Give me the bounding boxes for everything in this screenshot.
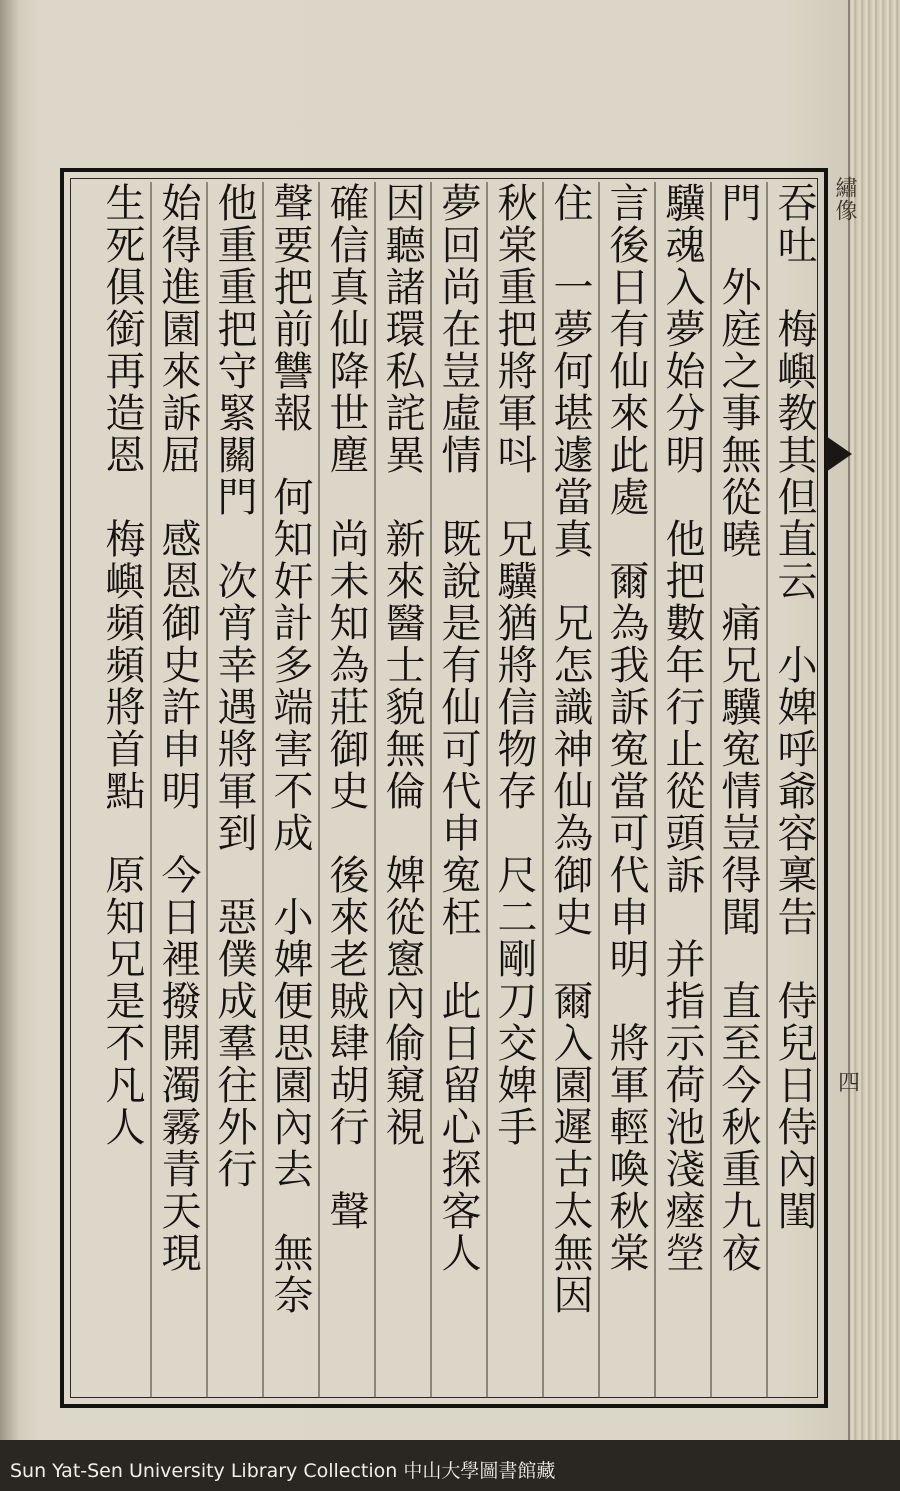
text-column-5: 住 一夢何堪遽當真 兄怎識神仙為御史 爾入園遲古太無因: [547, 182, 593, 1316]
text-column-11: 他重重把守緊關門 次宵幸遇將軍到 惡僕成羣往外行: [211, 182, 257, 1190]
text-column-1: 吞吐 梅嶼教其但直云 小婢呼爺容稟告 侍兒日侍內閨: [771, 182, 817, 1232]
library-caption: Sun Yat-Sen University Library Collection 中山大學圖書館藏: [10, 1460, 556, 1482]
fold-fishtail-mark: [826, 436, 852, 472]
folio-number: 四: [838, 1071, 861, 1096]
text-column-10: 聲要把前讐報 何知奸計多端害不成 小婢便思園內去 無奈: [267, 182, 313, 1316]
text-column-12: 始得進園來訴屈 感恩御史許申明 今日裡撥開濁霧青天現: [155, 182, 201, 1274]
fold-title: 繡像: [832, 176, 857, 222]
text-column-13: 生死俱銜再造恩 梅嶼頻頻將首點 原知兄是不凡人: [99, 182, 145, 1148]
binding-gutter: [0, 0, 18, 1440]
text-column-2: 門 外庭之事無從曉 痛兄驥寃情豈得聞 直至今秋重九夜: [715, 182, 761, 1274]
text-column-4: 言後日有仙來此處 爾為我訴寃當可代申明 將軍輕喚秋棠: [603, 182, 649, 1274]
text-column-6: 秋棠重把將軍呌 兄驥猶將信物存 尺二剛刀交婢手: [491, 182, 537, 1148]
text-column-9: 確信真仙降世塵 尚未知為莊御史 後來老賊肆胡行 聲: [323, 182, 369, 1232]
text-column-8: 因聽諸環私詫異 新來醫士貌無倫 婢從窻內偷窺視: [379, 182, 425, 1148]
text-column-3: 驥魂入夢始分明 他把數年行止從頭訴 并指示荷池淺瘞塋: [659, 182, 705, 1274]
text-column-7: 夢回尚在豈虛情 既說是有仙可代申寃枉 此日留心探客人: [435, 182, 481, 1274]
